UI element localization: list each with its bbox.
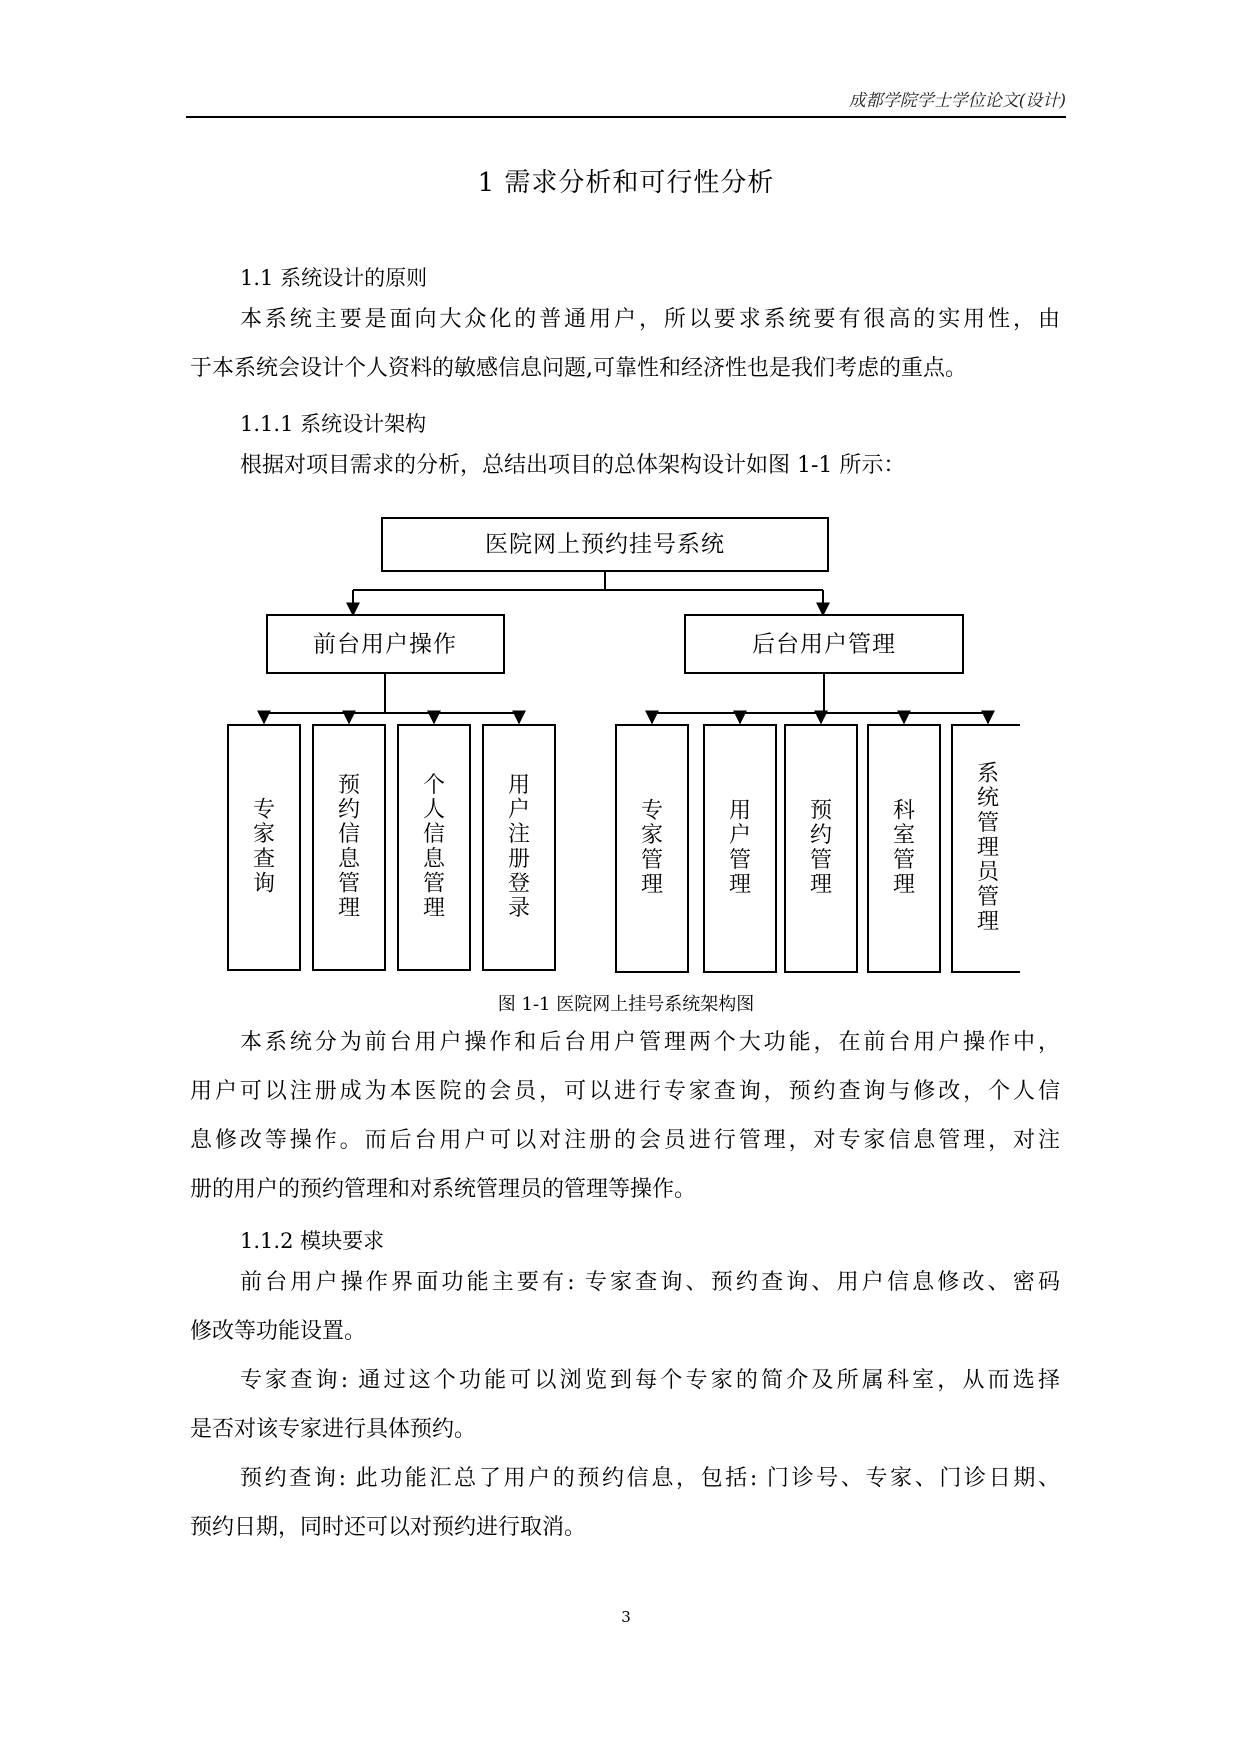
- leaf-node-label: 预约信息管理: [337, 772, 361, 922]
- paragraph-line: 预约查询: 此功能汇总了用户的预约信息，包括: 门诊号、专家、门诊日期、: [240, 1466, 1060, 1491]
- leaf-node-label: 专家管理: [640, 798, 664, 898]
- root-node-label: 医院网上预约挂号系统: [485, 531, 725, 558]
- paragraph-appointment-query: [190, 1454, 1060, 1552]
- leaf-node-label: 系统管理员管理: [976, 761, 1000, 935]
- leaf-node-label: 个人信息管理: [422, 772, 446, 922]
- paragraph-frontend-modules: [190, 1258, 1060, 1356]
- figure-caption: 图 1-1 医院网上挂号系统架构图: [497, 994, 755, 1015]
- paragraph-architecture-intro: [190, 441, 1060, 490]
- paragraph-design-principles: [190, 295, 1060, 393]
- running-header: 成都学院学士学位论文(设计): [848, 91, 1066, 111]
- section-heading-1-1: 1.1 系统设计的原则: [240, 266, 428, 290]
- paragraph-line: 是否对该专家进行具体预约。: [190, 1417, 477, 1442]
- leaf-node-label: 预约管理: [809, 798, 833, 898]
- leaf-node-label: 用户管理: [728, 798, 752, 898]
- paragraph-line: 息修改等操作。而后台用户可以对注册的会员进行管理，对专家信息管理，对注: [190, 1128, 1060, 1153]
- page-number: 3: [621, 1608, 631, 1626]
- paragraph-system-overview: [190, 1018, 1060, 1214]
- paragraph-line: 前台用户操作界面功能主要有: 专家查询、预约查询、用户信息修改、密码: [240, 1270, 1060, 1295]
- paragraph-expert-query: [190, 1356, 1060, 1454]
- paragraph-line: 本系统分为前台用户操作和后台用户管理两个大功能，在前台用户操作中，: [240, 1030, 1060, 1055]
- chapter-title: 1 需求分析和可行性分析: [477, 168, 775, 198]
- header-rule: [186, 116, 1066, 118]
- leaf-node-label: 科室管理: [892, 798, 916, 898]
- paragraph-line: 预约日期，同时还可以对预约进行取消。: [190, 1515, 587, 1540]
- section-heading-1-1-1: 1.1.1 系统设计架构: [240, 412, 427, 436]
- section-heading-1-1-2: 1.1.2 模块要求: [240, 1229, 385, 1253]
- paragraph-line: 用户可以注册成为本医院的会员，可以进行专家查询，预约查询与修改，个人信: [190, 1079, 1060, 1104]
- branch-node-label: 前台用户操作: [313, 631, 457, 658]
- paragraph-line: 册的用户的预约管理和对系统管理员的管理等操作。: [190, 1177, 697, 1202]
- paragraph-line: 于本系统会设计个人资料的敏感信息问题,可靠性和经济性也是我们考虑的重点。: [190, 356, 967, 381]
- branch-node-label: 后台用户管理: [752, 631, 896, 658]
- architecture-diagram: [220, 515, 1020, 979]
- paragraph-line: 专家查询: 通过这个功能可以浏览到每个专家的简介及所属科室，从而选择: [240, 1368, 1060, 1393]
- leaf-node-label: 用户注册登录: [507, 772, 531, 922]
- architecture-diagram-svg: [220, 515, 1020, 975]
- leaf-node-label: 专家查询: [252, 797, 276, 897]
- paragraph-line: 本系统主要是面向大众化的普通用户，所以要求系统要有很高的实用性，由: [240, 307, 1060, 332]
- paragraph-line: 根据对项目需求的分析，总结出项目的总体架构设计如图 1-1 所示：: [240, 453, 906, 478]
- paragraph-line: 修改等功能设置。: [190, 1319, 367, 1344]
